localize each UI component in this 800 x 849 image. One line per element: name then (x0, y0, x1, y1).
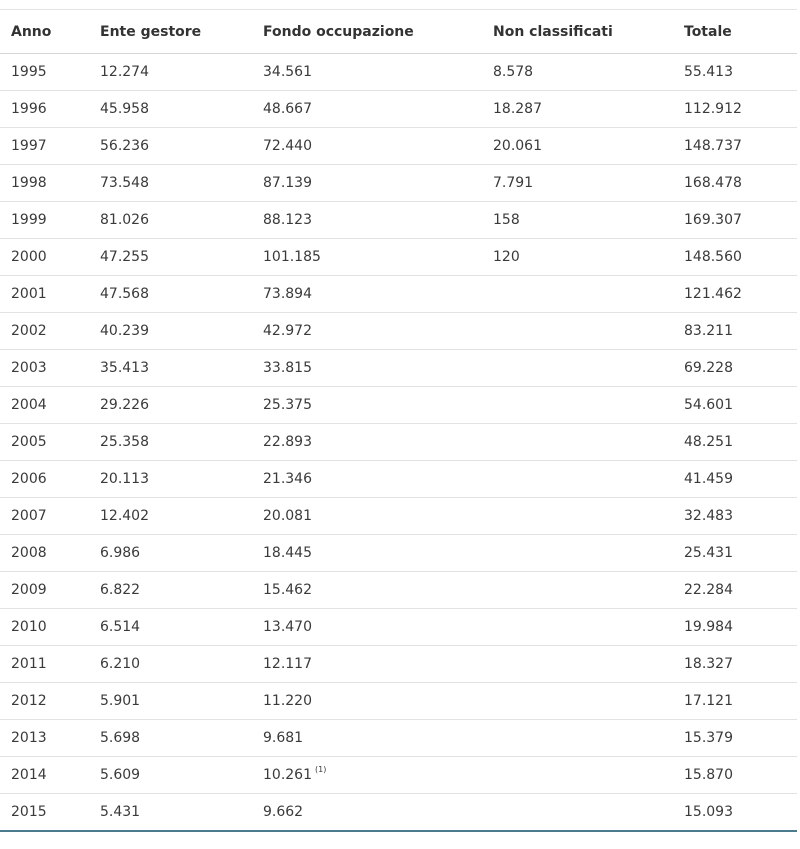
cell-ente-gestore-value: 56.236 (100, 138, 149, 154)
cell-non-classificati (482, 609, 673, 646)
cell-totale (673, 646, 797, 683)
cell-totale-value: 121.462 (684, 286, 742, 302)
cell-fondo-occupazione-value: 88.123 (263, 212, 312, 228)
table-row (0, 720, 797, 757)
cell-ente-gestore (89, 683, 252, 720)
cell-ente-gestore-value: 5.698 (100, 730, 141, 746)
cell-totale-value: 18.327 (684, 656, 733, 672)
cell-anno (0, 165, 89, 202)
cell-non-classificati (482, 202, 673, 239)
table-row (0, 91, 797, 128)
cell-fondo-occupazione-value: 22.893 (263, 434, 312, 450)
cell-totale (673, 498, 797, 535)
cell-anno-value: 2003 (11, 360, 47, 376)
cell-fondo-occupazione (252, 424, 482, 461)
cell-ente-gestore-value: 29.226 (100, 397, 149, 413)
cell-totale (673, 165, 797, 202)
cell-fondo-occupazione-value: 9.662 (263, 804, 304, 820)
cell-fondo-occupazione (252, 609, 482, 646)
header-anno: Anno (0, 10, 89, 54)
cell-anno-value: 2009 (11, 582, 47, 598)
cell-fondo-occupazione (252, 165, 482, 202)
cell-totale (673, 609, 797, 646)
cell-ente-gestore-value: 12.274 (100, 64, 149, 80)
cell-non-classificati (482, 54, 673, 91)
cell-ente-gestore (89, 276, 252, 313)
cell-ente-gestore-value: 35.413 (100, 360, 149, 376)
table-body (0, 54, 797, 832)
cell-anno (0, 350, 89, 387)
header-row (0, 10, 797, 54)
table-row (0, 757, 797, 794)
cell-non-classificati (482, 91, 673, 128)
cell-anno (0, 313, 89, 350)
cell-non-classificati (482, 165, 673, 202)
cell-ente-gestore-value: 6.514 (100, 619, 141, 635)
table-row (0, 794, 797, 832)
table-row (0, 202, 797, 239)
cell-ente-gestore (89, 313, 252, 350)
cell-non-classificati (482, 646, 673, 683)
cell-totale (673, 387, 797, 424)
cell-anno (0, 609, 89, 646)
header-fondo-occupazione: Fondo occupazione (252, 10, 482, 54)
cell-ente-gestore-value: 47.568 (100, 286, 149, 302)
cell-fondo-occupazione (252, 498, 482, 535)
cell-totale (673, 239, 797, 276)
cell-anno (0, 646, 89, 683)
cell-fondo-occupazione-value: 18.445 (263, 545, 312, 561)
cell-totale (673, 350, 797, 387)
cell-anno (0, 239, 89, 276)
cell-totale (673, 535, 797, 572)
cell-anno (0, 128, 89, 165)
cell-fondo-occupazione (252, 461, 482, 498)
cell-ente-gestore-value: 6.822 (100, 582, 141, 598)
cell-totale-value: 32.483 (684, 508, 733, 524)
cell-anno (0, 461, 89, 498)
cell-totale-value: 54.601 (684, 397, 733, 413)
cell-fondo-occupazione (252, 646, 482, 683)
cell-fondo-occupazione (252, 54, 482, 91)
cell-fondo-occupazione (252, 239, 482, 276)
cell-totale (673, 757, 797, 794)
table-row (0, 54, 797, 91)
cell-anno (0, 424, 89, 461)
cell-fondo-occupazione-value: 15.462 (263, 582, 312, 598)
cell-fondo-occupazione-value: 11.220 (263, 693, 312, 709)
cell-ente-gestore (89, 54, 252, 91)
cell-ente-gestore-value: 25.358 (100, 434, 149, 450)
cell-totale-value: 15.870 (684, 767, 733, 783)
cell-ente-gestore (89, 165, 252, 202)
header-ente-gestore: Ente gestore (89, 10, 252, 54)
cell-anno-value: 2011 (11, 656, 47, 672)
cell-anno-value: 1995 (11, 64, 47, 80)
cell-non-classificati (482, 757, 673, 794)
table-row (0, 535, 797, 572)
cell-ente-gestore (89, 461, 252, 498)
cell-totale (673, 424, 797, 461)
cell-anno (0, 535, 89, 572)
cell-ente-gestore (89, 535, 252, 572)
cell-non-classificati (482, 239, 673, 276)
cell-anno-value: 2014 (11, 767, 47, 783)
cell-ente-gestore (89, 350, 252, 387)
cell-fondo-occupazione (252, 276, 482, 313)
table-row (0, 498, 797, 535)
cell-anno (0, 387, 89, 424)
cell-ente-gestore-value: 20.113 (100, 471, 149, 487)
cell-fondo-occupazione-value: 72.440 (263, 138, 312, 154)
cell-anno-value: 2002 (11, 323, 47, 339)
cell-ente-gestore (89, 572, 252, 609)
cell-fondo-occupazione (252, 350, 482, 387)
cell-totale-value: 83.211 (684, 323, 733, 339)
cell-fondo-occupazione-value: 20.081 (263, 508, 312, 524)
cell-anno-value: 2004 (11, 397, 47, 413)
cell-totale-value: 15.379 (684, 730, 733, 746)
cell-totale (673, 313, 797, 350)
cell-totale-value: 41.459 (684, 471, 733, 487)
cell-anno (0, 720, 89, 757)
table-header (0, 10, 797, 54)
cell-non-classificati-value: 20.061 (493, 138, 542, 154)
table-row (0, 276, 797, 313)
cell-fondo-occupazione (252, 535, 482, 572)
cell-ente-gestore-value: 5.609 (100, 767, 141, 783)
cell-ente-gestore (89, 609, 252, 646)
cell-ente-gestore (89, 794, 252, 832)
cell-non-classificati-value: 18.287 (493, 101, 542, 117)
cell-totale-value: 19.984 (684, 619, 733, 635)
cell-anno (0, 276, 89, 313)
cell-non-classificati-value: 120 (493, 249, 520, 265)
cell-totale (673, 461, 797, 498)
cell-totale (673, 794, 797, 832)
cell-non-classificati (482, 720, 673, 757)
cell-anno-value: 2005 (11, 434, 47, 450)
cell-anno-value: 2013 (11, 730, 47, 746)
table-row (0, 239, 797, 276)
cell-totale (673, 54, 797, 91)
cell-fondo-occupazione-value: 13.470 (263, 619, 312, 635)
cell-fondo-occupazione-value: 87.139 (263, 175, 312, 191)
cell-fondo-occupazione-value: 25.375 (263, 397, 312, 413)
cell-fondo-occupazione (252, 313, 482, 350)
cell-anno-value: 1998 (11, 175, 47, 191)
cell-fondo-occupazione-value: 42.972 (263, 323, 312, 339)
cell-totale-value: 55.413 (684, 64, 733, 80)
cell-ente-gestore (89, 646, 252, 683)
header-non-classificati: Non classificati (482, 10, 673, 54)
cell-ente-gestore (89, 128, 252, 165)
table-row (0, 165, 797, 202)
cell-totale (673, 572, 797, 609)
cell-anno-value: 1997 (11, 138, 47, 154)
header-totale: Totale (673, 10, 797, 54)
cell-anno-value: 2000 (11, 249, 47, 265)
cell-anno-value: 1999 (11, 212, 47, 228)
cell-fondo-occupazione-value: 34.561 (263, 64, 312, 80)
cell-non-classificati (482, 498, 673, 535)
cell-anno (0, 757, 89, 794)
cell-ente-gestore-value: 5.901 (100, 693, 141, 709)
cell-non-classificati (482, 572, 673, 609)
table-row (0, 572, 797, 609)
cell-totale (673, 128, 797, 165)
cell-fondo-occupazione (252, 720, 482, 757)
cell-non-classificati (482, 424, 673, 461)
table-row (0, 461, 797, 498)
cell-totale-value: 169.307 (684, 212, 742, 228)
cell-fondo-occupazione-value: 48.667 (263, 101, 312, 117)
table-row (0, 350, 797, 387)
cell-anno-value: 2007 (11, 508, 47, 524)
cell-non-classificati (482, 461, 673, 498)
cell-ente-gestore-value: 12.402 (100, 508, 149, 524)
cell-anno (0, 202, 89, 239)
cell-ente-gestore-value: 73.548 (100, 175, 149, 191)
cell-totale-value: 148.737 (684, 138, 742, 154)
cell-ente-gestore (89, 498, 252, 535)
cell-ente-gestore-value: 6.210 (100, 656, 141, 672)
cell-anno-value: 2015 (11, 804, 47, 820)
cell-totale-value: 25.431 (684, 545, 733, 561)
table-row (0, 609, 797, 646)
cell-ente-gestore (89, 757, 252, 794)
cell-ente-gestore-value: 5.431 (100, 804, 141, 820)
cell-fondo-occupazione (252, 387, 482, 424)
cell-ente-gestore (89, 91, 252, 128)
cell-non-classificati-value: 8.578 (493, 64, 534, 80)
table-row (0, 683, 797, 720)
cell-fondo-occupazione (252, 683, 482, 720)
cell-anno (0, 498, 89, 535)
cell-fondo-occupazione (252, 202, 482, 239)
cell-fondo-occupazione (252, 128, 482, 165)
cell-totale (673, 91, 797, 128)
cell-ente-gestore (89, 239, 252, 276)
cell-anno (0, 794, 89, 832)
cell-fondo-occupazione-value: 21.346 (263, 471, 312, 487)
cell-anno (0, 683, 89, 720)
cell-totale (673, 683, 797, 720)
cell-fondo-occupazione-value: 73.894 (263, 286, 312, 302)
cell-non-classificati (482, 683, 673, 720)
cell-ente-gestore-value: 40.239 (100, 323, 149, 339)
cell-ente-gestore-value: 47.255 (100, 249, 149, 265)
cell-non-classificati (482, 535, 673, 572)
cell-anno-value: 2006 (11, 471, 47, 487)
cell-fondo-occupazione (252, 794, 482, 832)
cell-ente-gestore (89, 720, 252, 757)
cell-fondo-occupazione-value: 9.681 (263, 730, 304, 746)
cell-totale-value: 17.121 (684, 693, 733, 709)
cell-fondo-occupazione-value: 10.261 (263, 767, 312, 783)
cell-non-classificati-value: 158 (493, 212, 520, 228)
cell-totale-value: 48.251 (684, 434, 733, 450)
cell-non-classificati (482, 128, 673, 165)
cell-non-classificati (482, 350, 673, 387)
table-row (0, 313, 797, 350)
table-row (0, 128, 797, 165)
cell-totale-value: 148.560 (684, 249, 742, 265)
table-row (0, 387, 797, 424)
cell-totale (673, 276, 797, 313)
table-row (0, 646, 797, 683)
cell-ente-gestore-value: 45.958 (100, 101, 149, 117)
cell-totale-value: 112.912 (684, 101, 742, 117)
table-row (0, 424, 797, 461)
cell-fondo-occupazione-value: 12.117 (263, 656, 312, 672)
cell-fondo-occupazione (252, 757, 482, 794)
cell-fondo-occupazione (252, 91, 482, 128)
cell-fondo-occupazione-value: 101.185 (263, 249, 321, 265)
cell-anno (0, 572, 89, 609)
cell-anno-value: 2008 (11, 545, 47, 561)
cell-ente-gestore (89, 424, 252, 461)
cell-anno (0, 54, 89, 91)
cell-non-classificati (482, 794, 673, 832)
cell-ente-gestore-value: 6.986 (100, 545, 141, 561)
cell-anno-value: 2001 (11, 286, 47, 302)
cell-non-classificati (482, 276, 673, 313)
cell-totale-value: 22.284 (684, 582, 733, 598)
cell-fondo-occupazione-value: 33.815 (263, 360, 312, 376)
cell-anno-value: 2012 (11, 693, 47, 709)
cell-ente-gestore-value: 81.026 (100, 212, 149, 228)
cell-totale-value: 168.478 (684, 175, 742, 191)
cell-ente-gestore (89, 387, 252, 424)
cell-ente-gestore (89, 202, 252, 239)
cell-totale (673, 202, 797, 239)
cell-non-classificati (482, 387, 673, 424)
cell-non-classificati (482, 313, 673, 350)
cell-totale (673, 720, 797, 757)
cell-totale-value: 69.228 (684, 360, 733, 376)
cell-anno-value: 1996 (11, 101, 47, 117)
data-table-container (0, 9, 797, 832)
cell-fondo-occupazione (252, 572, 482, 609)
cell-anno (0, 91, 89, 128)
footnote-marker: (1) (315, 765, 327, 774)
cell-anno-value: 2010 (11, 619, 47, 635)
cell-totale-value: 15.093 (684, 804, 733, 820)
cell-non-classificati-value: 7.791 (493, 175, 534, 191)
data-table (0, 9, 797, 832)
